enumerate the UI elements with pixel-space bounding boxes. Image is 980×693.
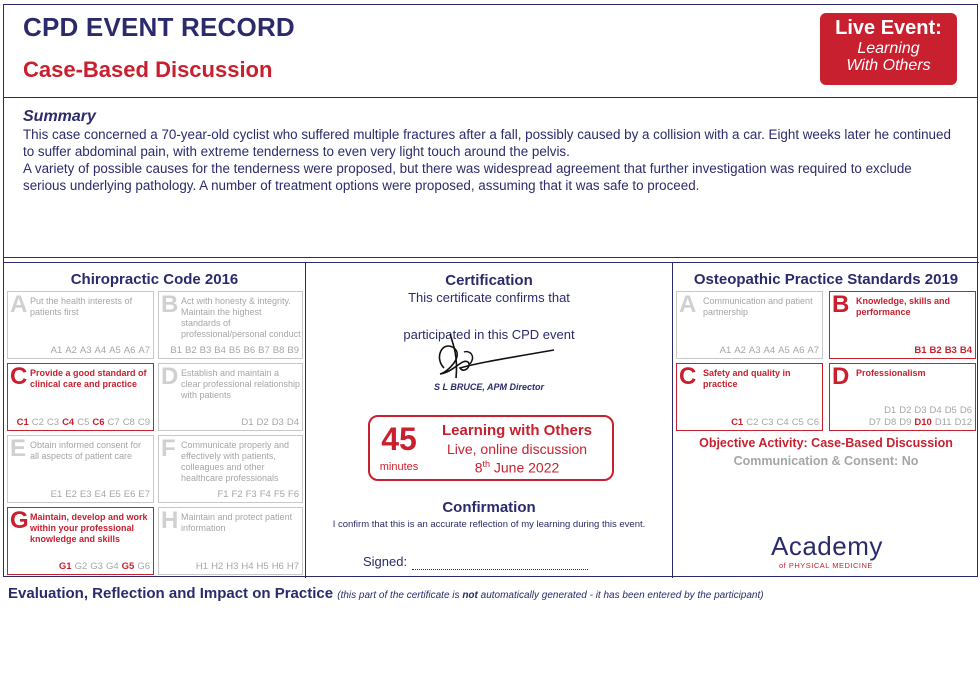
osteo-box-b [829,291,976,359]
chiro-letter: B [161,291,179,318]
event-day-suffix: th [482,459,490,469]
certification-panel [306,262,672,578]
osteo-description: Safety and quality in practice [703,368,791,389]
chiropractic-title: Chiropractic Code 2016 [70,271,239,288]
chiro-description: Maintain, develop and work within your professional knowledge and skills [30,512,148,544]
osteo-box-d [829,363,976,431]
standard-code: G6 [137,561,150,572]
event-format: Live, online discussion [446,441,588,457]
standard-code: A3 [748,345,761,356]
minutes-label: minutes [379,461,419,473]
standard-code: G5 [121,561,135,572]
communication-consent: Communication & Consent: No [733,454,919,468]
standard-code: E6 [123,489,136,500]
osteo-description: Communication and patient partnership [703,296,813,317]
standard-code: A5 [778,345,790,356]
standard-code: F3 [245,489,257,500]
osteo-letter: D [832,363,850,390]
standard-code: D6 [959,405,972,416]
chiro-box-g [7,507,154,575]
standard-code: E2 [65,489,77,500]
chiro-box-d [158,363,303,431]
standard-code: D2 [256,417,269,428]
event-day: 8 [474,459,483,476]
standard-code: E7 [138,489,150,500]
standard-code: B6 [243,345,256,356]
standard-code: D3 [914,405,927,416]
standard-code: C3 [761,417,774,428]
summary-paragraph: This case concerned a 70-year-old cyclist who suffered multiple fractures after a fall, possibly caused by a collision with a car. Eight weeks later he continued to suffer abdominal pain, with extreme tenderness to even very light touch around the pelvis. [23,127,951,159]
document-title: CPD EVENT RECORD [23,12,295,42]
standard-code: F1 [217,489,229,500]
standard-code: G1 [58,561,72,572]
logo-text: Academy [771,531,883,561]
standard-code: B3 [944,345,957,356]
standard-code: C3 [46,417,60,428]
osteo-letter: B [832,291,850,318]
live-event-badge [820,13,957,85]
standard-code: A2 [65,345,77,356]
footer-note-b: not [462,590,478,601]
standard-code: H5 [256,561,269,572]
standard-code: D7 [868,417,882,428]
standard-code: B2 [929,345,942,356]
badge-line3: With Others [846,57,931,74]
chiro-codes [48,345,150,356]
standard-code: H4 [241,561,254,572]
signed-label: Signed: [363,554,408,569]
director-signature [424,328,560,384]
standard-code: E5 [109,489,121,500]
standard-code: F6 [287,489,299,500]
standard-code: D1 [241,417,254,428]
chiro-description: Establish and maintain a clear professional relationship with patients [181,368,301,400]
standard-code: H2 [211,561,224,572]
standard-code: B1 [170,345,182,356]
standard-code: E3 [79,489,92,500]
standard-code: C2 [746,417,759,428]
standard-code: D3 [271,417,284,428]
standard-code: F2 [231,489,243,500]
chiro-codes [48,489,150,500]
osteopathic-title: Osteopathic Practice Standards 2019 [693,271,959,288]
footer-note [337,590,763,601]
chiro-description: Maintain and protect patient information [181,512,293,533]
osteo-codes [728,417,819,428]
standard-code: G2 [74,561,88,572]
document-subtitle: Case-Based Discussion [23,57,273,82]
certification-line2: participated in this CPD event [403,327,575,342]
chiro-letter: G [10,507,29,534]
standard-code: A7 [807,345,819,356]
standard-code: E1 [50,489,63,500]
standard-code: C8 [122,417,135,428]
academy-logo [771,531,911,575]
standard-code: A6 [123,345,136,356]
standard-code: B1 [914,345,927,356]
chiro-letter: E [10,435,27,462]
osteo-box-c [676,363,823,431]
standard-code: H1 [195,561,209,572]
chiro-letter: F [161,435,176,462]
signature-line[interactable] [412,569,588,570]
footer-title: Evaluation, Reflection and Impact on Practice [8,585,334,602]
standard-code: D9 [899,417,912,428]
standard-code: C4 [62,417,75,428]
standard-code: C2 [31,417,44,428]
standard-code: C6 [92,417,105,428]
event-box [368,415,614,481]
osteo-codes [866,417,972,428]
osteo-codes [911,345,972,356]
standard-code: B5 [228,345,241,356]
standard-code: H3 [226,561,239,572]
event-month-year: June 2022 [490,459,560,476]
chiro-codes [214,489,299,500]
standard-code: D1 [884,405,897,416]
footer-note-c: automatically generated - it has been entered by the participant) [477,590,764,601]
standard-code: A7 [138,345,150,356]
standard-code: A2 [734,345,746,356]
chiro-description: Act with honesty & integrity. Maintain the highest standards of professional/personal conduct [181,296,301,339]
minutes-value: 45 [381,421,417,457]
osteo-codes [717,345,819,356]
chiro-description: Provide a good standard of clinical care and practice [30,368,147,389]
chiro-codes [238,417,299,428]
osteo-box-a [676,291,823,359]
standard-code: H6 [271,561,284,572]
footer [8,585,764,602]
chiro-letter: C [10,363,28,390]
standard-code: A5 [109,345,121,356]
event-title: Learning with Others [441,422,592,439]
badge-line1: Live Event: [835,17,942,39]
standard-code: D12 [954,417,972,428]
standard-code: B2 [185,345,197,356]
standard-code: C4 [776,417,789,428]
standard-code: C7 [107,417,120,428]
confirmation-text: I confirm that this is an accurate reflection of my learning during this event. [332,519,646,530]
osteopathic-standards-panel [672,262,979,578]
standard-code: G3 [90,561,103,572]
standard-code: B7 [258,345,270,356]
event-date [424,459,610,476]
standard-code: C1 [731,417,744,428]
chiro-box-h [158,507,303,575]
certification-line1: This certificate confirms that [408,290,570,305]
chiro-box-a [7,291,154,359]
footer-note-a: (this part of the certificate is [337,590,463,601]
chiro-description: Communicate properly and effectively with patients, colleagues and other healthcare professionals [181,440,290,483]
standard-code: C9 [137,417,150,428]
standard-code: A6 [792,345,805,356]
osteo-letter: A [679,291,697,318]
chiro-letter: H [161,507,179,534]
director-name: S L BRUCE, APM Director [433,382,545,392]
standard-code: C5 [77,417,90,428]
standard-code: C5 [791,417,804,428]
certification-title: Certification [445,272,533,289]
certificate-sheet [3,4,978,577]
standard-code: D4 [286,417,299,428]
summary-section [4,98,977,258]
standard-code: D10 [914,417,932,428]
chiro-description: Put the health interests of patients first [30,296,133,317]
chiro-letter: D [161,363,179,390]
summary-paragraph: A variety of possible causes for the tenderness were proposed, but there was widespread agreement that further investigation was required to exclude serious underlying pathology. A number of treatment options were proposed, assuming that it was safe to proceed. [23,161,912,193]
logo-subtext: of PHYSICAL MEDICINE [779,561,873,570]
standard-code: C6 [806,417,819,428]
chiro-letter: A [10,291,28,318]
standard-code: B4 [214,345,226,356]
osteo-codes [881,405,972,416]
chiro-description: Obtain informed consent for all aspects of patient care [30,440,142,461]
badge-line2: Learning [857,40,920,57]
chiro-codes [14,417,150,428]
standard-code: D4 [929,405,942,416]
standard-code: H7 [286,561,299,572]
osteo-letter: C [679,363,697,390]
chiropractic-code-panel [4,262,306,578]
chiro-box-b [158,291,303,359]
chiro-box-e [7,435,154,503]
header [4,5,977,98]
standard-code: A1 [50,345,63,356]
standard-code: D2 [899,405,912,416]
standard-code: D8 [884,417,897,428]
standard-code: D5 [944,405,957,416]
standard-code: F4 [259,489,271,500]
objective-activity: Objective Activity: Case-Based Discussion [699,436,953,450]
osteo-description: Knowledge, skills and performance [856,296,951,317]
standard-code: B9 [287,345,299,356]
chiro-box-c [7,363,154,431]
summary-heading: Summary [23,108,96,125]
standard-code: B4 [959,345,972,356]
chiro-codes [167,345,299,356]
standard-code: A4 [94,345,107,356]
standard-code: A1 [719,345,732,356]
osteo-description: Professionalism [856,368,926,378]
standard-code: A4 [763,345,776,356]
standard-code: F5 [273,489,285,500]
chiro-codes [193,561,299,572]
standard-code: E4 [94,489,107,500]
standard-code: B3 [199,345,212,356]
standard-code: A3 [79,345,92,356]
standard-code: G4 [105,561,119,572]
standard-code: C1 [16,417,29,428]
chiro-box-f [158,435,303,503]
standard-code: B8 [272,345,285,356]
chiro-codes [56,561,150,572]
confirmation-title: Confirmation [442,499,536,516]
standard-code: D11 [934,417,952,428]
